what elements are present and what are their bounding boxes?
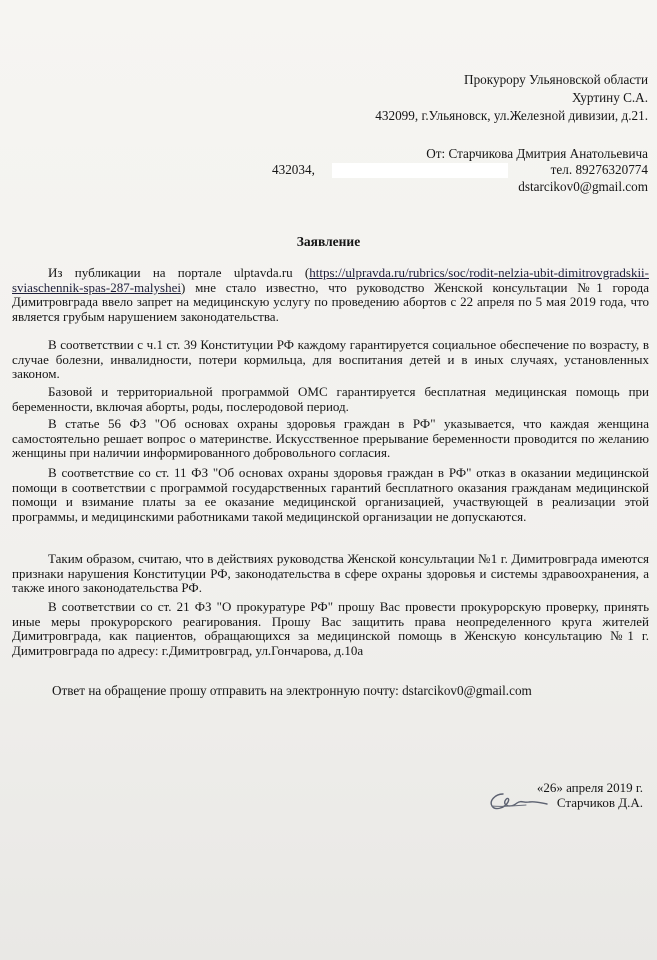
document-date: «26» апреля 2019 г. <box>536 780 643 795</box>
recipient-address: 432099, г.Ульяновск, ул.Железной дивизии, д.21. <box>375 108 648 123</box>
reply-request-line: Ответ на обращение прошу отправить на электронную почту: dstarcikov0@gmail.com <box>52 683 532 698</box>
signer-name: Старчиков Д.А. <box>556 795 643 810</box>
paragraph-constitution <box>12 338 649 382</box>
paragraph-oms <box>12 385 649 414</box>
sender-postal-index: 432034, <box>272 162 315 177</box>
recipient-title: Прокурору Ульяновской области <box>464 72 648 87</box>
paragraph-publication <box>12 266 649 325</box>
publication-link[interactable]: https://ulpravda.ru/rubrics/soc/rodit-nelzia-ubit-dimitrovgradskii-sviaschennik-spas-287-malyshei <box>12 265 649 295</box>
recipient-name: Хуртину С.А. <box>571 90 648 105</box>
paragraph-article-56 <box>12 417 649 461</box>
sender-phone: тел. 89276320774 <box>550 162 648 177</box>
handwritten-signature <box>486 790 548 812</box>
paragraph-article-11 <box>12 466 649 525</box>
paragraph-text: В соответствии со ст. 21 ФЗ "О прокуратуре РФ" прошу Вас провести прокурорскую проверку, принять иные меры прокурорского реагирования. Прошу Вас защитить права неопределенного круга жителей Димитровграда, как пациентов, обращающихся за медицинской помощь в Женскую консультацию №1 г. Димитровграда по адресу: г.Димитровград, ул.Гончарова, д.10а <box>12 599 649 659</box>
paragraph-lead: Из публикации на портале ulptavda.ru ( <box>48 265 310 280</box>
paragraph-text: Таким образом, считаю, что в действиях руководства Женской консультации №1 г. Димитровграда имеются признаки нарушения Конституции РФ, законодательства в сфере охраны здоровья и системы здравоохранения, а также иного законодательства РФ. <box>12 551 649 596</box>
redacted-address-block <box>332 163 508 178</box>
paragraph-rest: ) мне стало известно, что руководство Женской консультации №1 города Димитровграда ввело запрет на медицинскую услугу по проведению абортов с 22 апреля по 5 мая 2019 года, что является грубым нарушением законодательства. <box>12 279 649 325</box>
paragraph-text: В соответствии с ч.1 ст. 39 Конституции РФ каждому гарантируется социальное обеспечение по возрасту, в случае болезни, инвалидности, потери кормильца, для воспитания детей и в иных случаях, установленных законом. <box>12 337 649 382</box>
paragraph-request <box>12 600 649 659</box>
document-title: Заявление <box>296 234 361 249</box>
paragraph-text: Базовой и территориальной программой ОМС гарантируется бесплатная медицинская помощь при беременности, включая аборты, роды, послеродовой период. <box>12 384 649 414</box>
sender-email: dstarcikov0@gmail.com <box>518 179 648 194</box>
paragraph-text: В соответствие со ст. 11 ФЗ "Об основах охраны здоровья граждан в РФ" отказ в оказании медицинской помощи в соответствии с программой государственных гарантий бесплатного оказания гражданам медицинской помощи и взимание платы за ее оказание медицинской организацией, участвующей в реализации этой программы, и медицинскими работниками такой медицинской организации не допускаются. <box>12 465 649 525</box>
paragraph-text: В статье 56 ФЗ "Об основах охраны здоровья граждан в РФ" указывается, что каждая женщина самостоятельно решает вопрос о материнстве. Искусственное прерывание беременности проводится по желанию женщины при наличии информированного добровольного согласия. <box>12 416 649 461</box>
paragraph-conclusion <box>12 552 649 596</box>
sender-name: От: Старчикова Дмитрия Анатольевича <box>426 146 648 161</box>
